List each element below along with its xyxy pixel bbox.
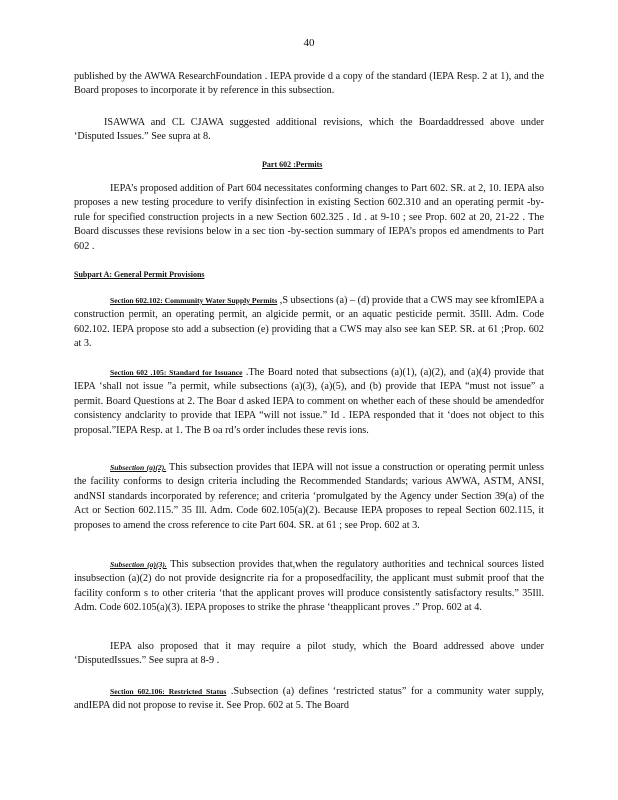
paragraph-section-602-105 <box>74 366 544 438</box>
section-602-102-text: ,S ubsections (a) – (d) provide that a CWS may see kfromIEPA a construction permit, an operating permit, an algicide permit, or an aquatic pesticide permit. 35Ill. Adm. Code 602.102. IEPA propose sto add a subsection (e) providing that a CWS may also see kan SEP. SR. at 61 ;Prop. 602 at 3. <box>74 295 544 350</box>
subsection-a2-text: This subsection provides that IEPA will not issue a construction or operating permit unless the facility conforms to design criteria including the Recommended Standards; various AWWA, ASTM, ANSI, andNSI standards incorporated by reference; and criteria ‘promulgated by the Agency under Section 39(a) of the Act or Section 602.115.” 35 Ill. Adm. Code 602.105(a)(2). Because IEPA proposes to repeal Section 602.115, it proposes to amend the cross reference to cite Part 604. SR. at 61 ; see Prop. 602 at 3. <box>74 462 544 531</box>
heading-part-602: Part 602 :Permits <box>262 160 323 169</box>
paragraph-part-602-intro: IEPA’s proposed addition of Part 604 necessitates conforming changes to Part 602. SR. at 2, 10. IEPA also proposes a new testing procedure to verify disinfection in existing Section 602.310 and an operating permit -by-rule for specified construction projects in a new Section 602.325 . Id . at 9-10 ; see Prop. 602 at 20, 21-22 . The Board discusses these revisions below in a sec tion -by-section summary of IEPA’s propos ed amendments to Part 602 . <box>74 183 544 252</box>
section-602-106-text: .Subsection (a) defines ‘restricted status” for a community water supply, andIEPA did not propose to revise it. See Prop. 602 at 5. The Board <box>74 686 544 712</box>
paragraph-section-602-106 <box>74 685 544 714</box>
section-602-105-heading: Section 602 .105: Standard for Issuance <box>110 368 243 377</box>
paragraph-section-602-102 <box>74 294 544 352</box>
section-602-102-heading: Section 602.102: Community Water Supply Permits <box>110 296 278 305</box>
paragraph-isawwa: ISAWWA and CL CJAWA suggested additional revisions, which the Boardaddressed above under ‘Disputed Issues.” See supra at 8. <box>74 117 544 143</box>
paragraph-intro: published by the AWWA ResearchFoundation . IEPA provide d a copy of the standard (IEPA Resp. 2 at 1), and the Board proposes to incorporate it by reference in this subsection. <box>74 71 544 97</box>
subsection-a3-text: This subsection provides that,when the regulatory authorities and technical sources listed insubsection (a)(2) do not provide designcrite ria for a proposedfacility, the applicant must submit proof that the facility conform s to other criteria ‘that the applicant proves will produce consistently satisfactory results.” 35Ill. Adm. Code 602.105(a)(3). IEPA proposes to strike the phrase ‘theapplicant proves .” Prop. 602 at 4. <box>74 559 545 614</box>
subsection-a2-heading: Subsection (a)(2). <box>110 463 167 472</box>
paragraph-pilot-study: IEPA also proposed that it may require a pilot study, which the Board addressed above under ‘DisputedIssues.” See supra at 8-9 . <box>74 641 544 667</box>
page-number: 40 <box>303 37 315 49</box>
paragraph-subsection-a3 <box>74 558 544 616</box>
section-602-105-text: .The Board noted that subsections (a)(1), (a)(2), and (a)(4) provide that IEPA ‘shall not issue ”a permit, while subsections (a)(3), (a)(5), and (b) provide that IEPA “must not issue” a permit. Board Questions at 2. The Boar d asked IEPA to comment on whether each of these should be amendedfor consistency andclarity to provide that IEPA “will not issue.” Id . IEPA responded that it ‘does not object to this proposal.”IEPA Resp. at 1. The B oa rd’s order includes these revis ions. <box>74 367 545 436</box>
section-602-106-heading: Section 602.106: Restricted Status <box>110 687 227 696</box>
subsection-a3-heading: Subsection (a)(3). <box>110 560 167 569</box>
heading-subpart-a: Subpart A: General Permit Provisions <box>74 270 205 279</box>
paragraph-subsection-a2 <box>74 461 544 533</box>
